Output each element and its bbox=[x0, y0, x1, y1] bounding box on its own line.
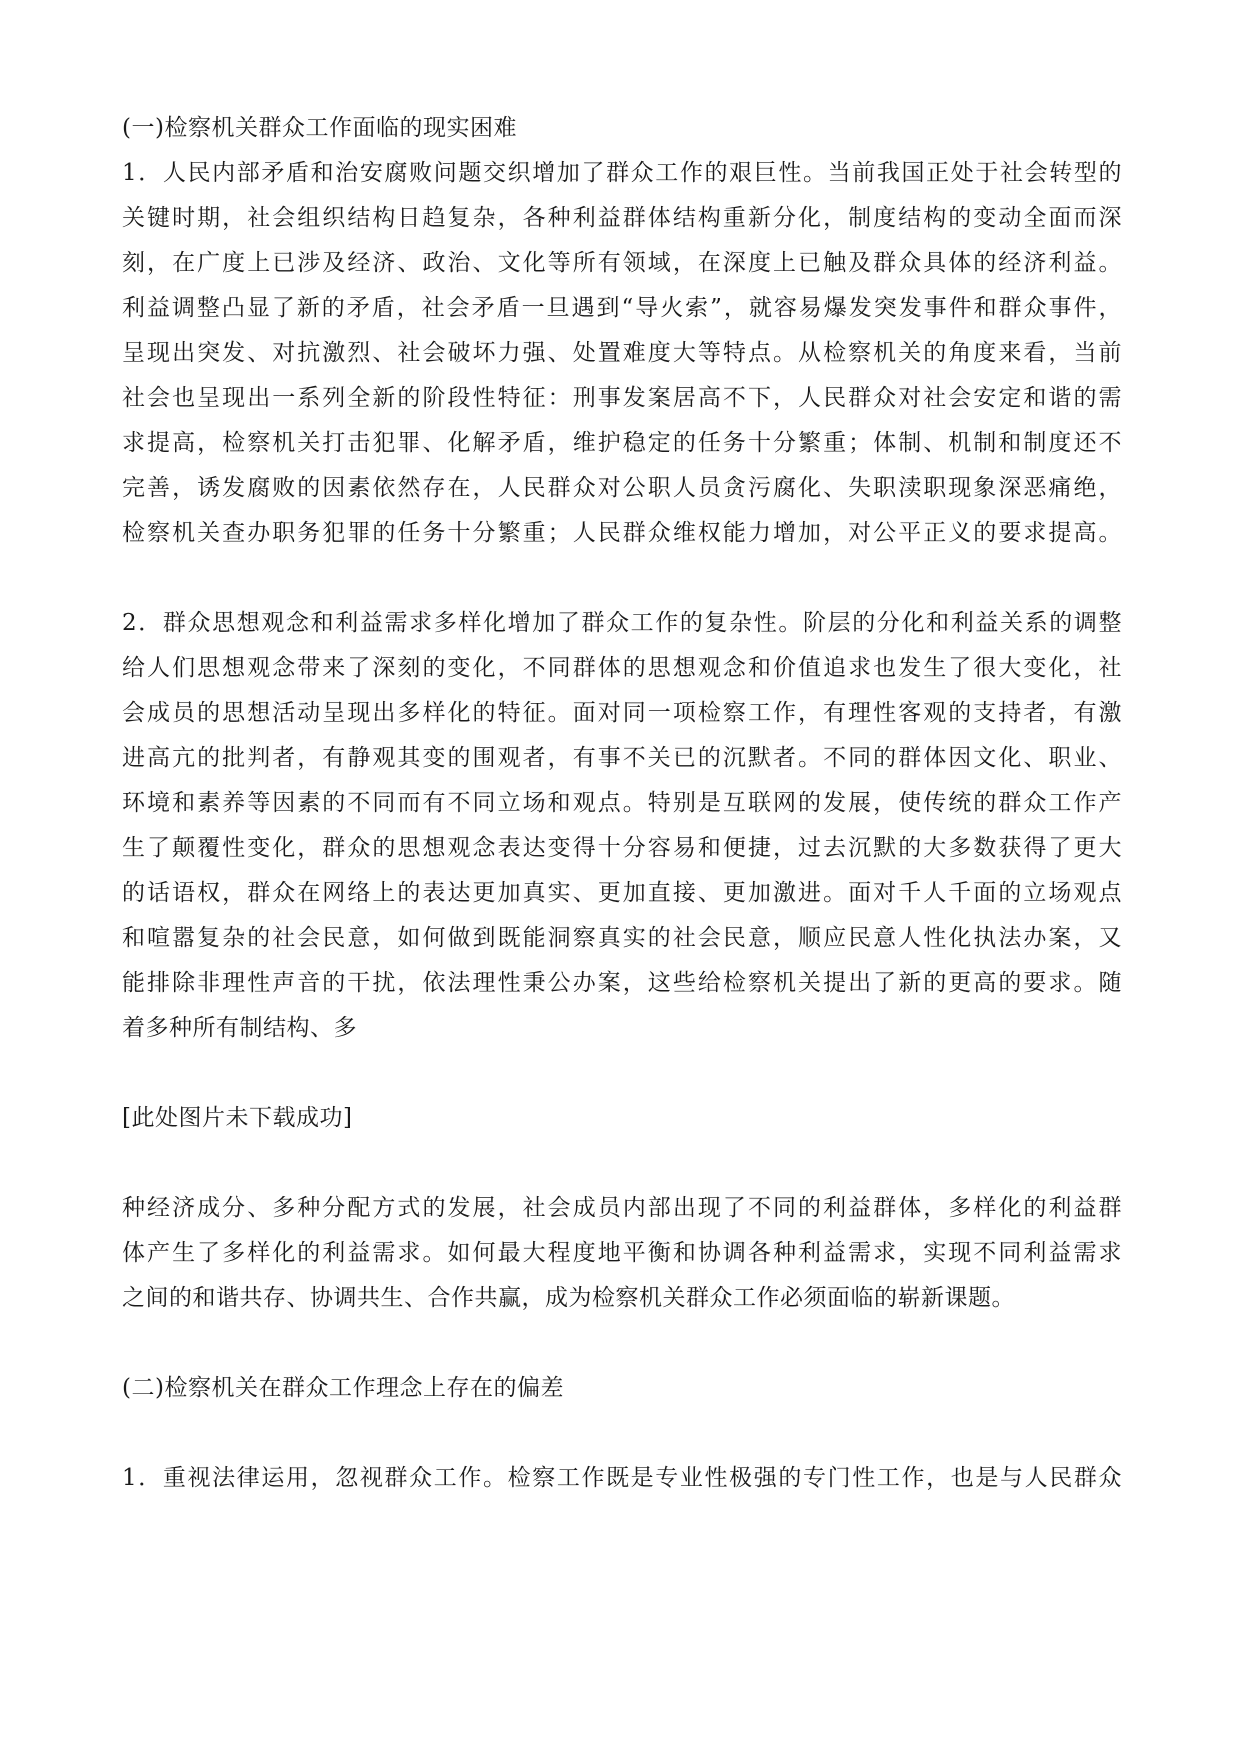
image-placeholder-text: [此处图片未下载成功] bbox=[122, 1105, 353, 1131]
paragraph-1-line: 刻，在广度上已涉及经济、政治、文化等所有领域，在深度上已触及群众具体的经济利益。 bbox=[122, 250, 1122, 276]
paragraph-3-line: 体产生了多样化的利益需求。如何最大程度地平衡和协调各种利益需求，实现不同利益需求 bbox=[122, 1240, 1122, 1266]
section-heading-2: (二)检察机关在群众工作理念上存在的偏差 bbox=[122, 1375, 564, 1401]
paragraph-2-line: 和喧嚣复杂的社会民意，如何做到既能洞察真实的社会民意，顺应民意人性化执法办案，又 bbox=[122, 925, 1122, 951]
paragraph-1-line: 关键时期，社会组织结构日趋复杂，各种利益群体结构重新分化，制度结构的变动全面而深 bbox=[122, 205, 1122, 231]
paragraph-2-line: 2．群众思想观念和利益需求多样化增加了群众工作的复杂性。阶层的分化和利益关系的调整 bbox=[122, 610, 1122, 636]
paragraph-2-line: 能排除非理性声音的干扰，依法理性秉公办案，这些给检察机关提出了新的更高的要求。随 bbox=[122, 970, 1122, 996]
paragraph-2-line: 的话语权，群众在网络上的表达更加真实、更加直接、更加激进。面对千人千面的立场观点 bbox=[122, 880, 1122, 906]
paragraph-1-line: 1．人民内部矛盾和治安腐败问题交织增加了群众工作的艰巨性。当前我国正处于社会转型的 bbox=[122, 160, 1122, 186]
paragraph-1-line: 利益调整凸显了新的矛盾，社会矛盾一旦遇到“导火索”，就容易爆发突发事件和群众事件， bbox=[122, 295, 1122, 321]
paragraph-2-line: 会成员的思想活动呈现出多样化的特征。面对同一项检察工作，有理性客观的支持者，有激 bbox=[122, 700, 1122, 726]
paragraph-2-line: 生了颠覆性变化，群众的思想观念表达变得十分容易和便捷，过去沉默的大多数获得了更大 bbox=[122, 835, 1122, 861]
paragraph-2-line: 进高亢的批判者，有静观其变的围观者，有事不关已的沉默者。不同的群体因文化、职业、 bbox=[122, 745, 1122, 771]
section-heading-1: (一)检察机关群众工作面临的现实困难 bbox=[122, 115, 517, 141]
paragraph-1-line: 呈现出突发、对抗激烈、社会破坏力强、处置难度大等特点。从检察机关的角度来看，当前 bbox=[122, 340, 1122, 366]
paragraph-2-line: 给人们思想观念带来了深刻的变化，不同群体的思想观念和价值追求也发生了很大变化，社 bbox=[122, 655, 1122, 681]
paragraph-3-line: 种经济成分、多种分配方式的发展，社会成员内部出现了不同的利益群体，多样化的利益群 bbox=[122, 1195, 1122, 1221]
paragraph-2-line: 环境和素养等因素的不同而有不同立场和观点。特别是互联网的发展，使传统的群众工作产 bbox=[122, 790, 1122, 816]
paragraph-1-line: 完善，诱发腐败的因素依然存在，人民群众对公职人员贪污腐化、失职渎职现象深恶痛绝， bbox=[122, 475, 1122, 501]
paragraph-1-line: 社会也呈现出一系列全新的阶段性特征：刑事发案居高不下，人民群众对社会安定和谐的需 bbox=[122, 385, 1122, 411]
paragraph-1-line: 检察机关查办职务犯罪的任务十分繁重；人民群众维权能力增加，对公平正义的要求提高。 bbox=[122, 520, 1122, 546]
paragraph-3-line: 之间的和谐共存、协调共生、合作共赢，成为检察机关群众工作必须面临的崭新课题。 bbox=[122, 1285, 1015, 1311]
paragraph-4-line: 1．重视法律运用，忽视群众工作。检察工作既是专业性极强的专门性工作，也是与人民群众 bbox=[122, 1465, 1122, 1491]
paragraph-1-line: 求提高，检察机关打击犯罪、化解矛盾，维护稳定的任务十分繁重；体制、机制和制度还不 bbox=[122, 430, 1122, 456]
paragraph-2-line: 着多种所有制结构、多 bbox=[122, 1015, 357, 1041]
